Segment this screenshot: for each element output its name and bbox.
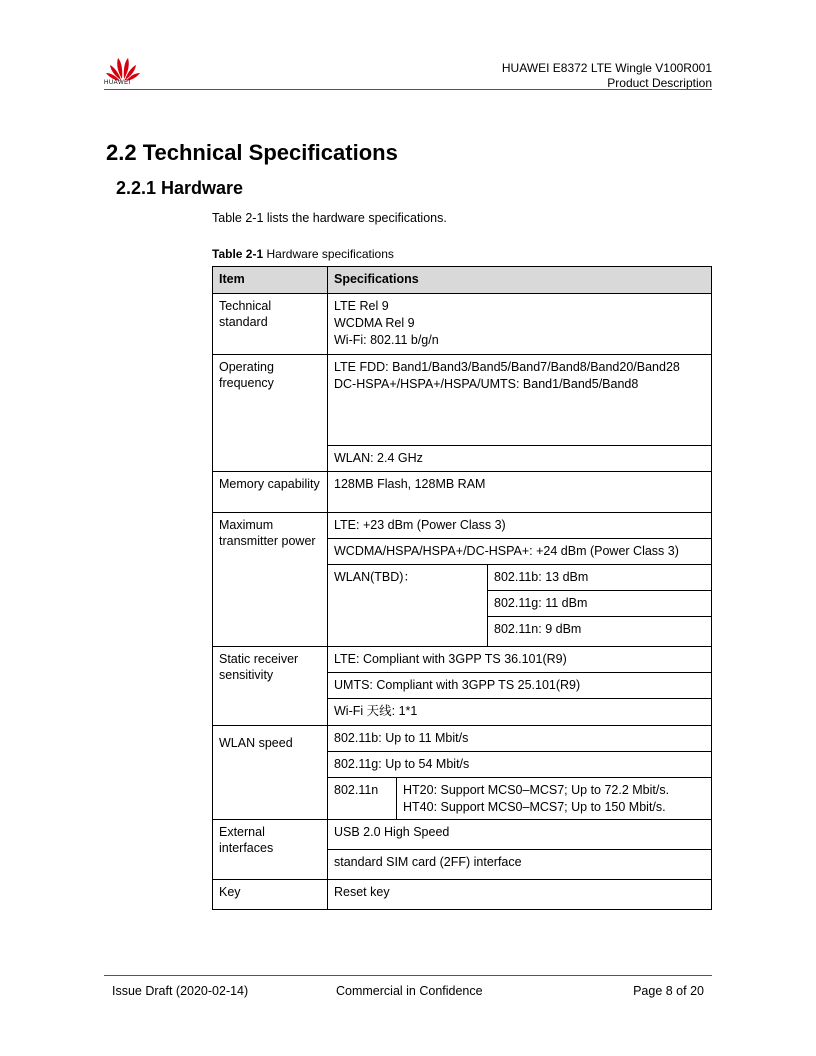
spec-line: HT20: Support MCS0–MCS7; Up to 72.2 Mbit/s.: [403, 783, 670, 797]
item-wlan-speed: WLAN speed: [213, 726, 328, 820]
spec-cell: [328, 294, 712, 355]
spec-cell: LTE: Compliant with 3GPP TS 36.101(R9): [328, 647, 712, 673]
table-row: [213, 647, 712, 673]
spec-line: HT40: Support MCS0–MCS7; Up to 150 Mbit/s.: [403, 800, 666, 814]
footer-issue: Issue Draft (2020-02-14): [112, 984, 249, 998]
table-row: [213, 513, 712, 539]
item-static-receiver-sensitivity: Static receiver sensitivity: [213, 647, 328, 726]
spec-cell: 802.11b: 13 dBm: [488, 565, 712, 591]
footer-confidentiality: Commercial in Confidence: [336, 984, 483, 998]
table-caption: [212, 247, 394, 261]
item-key: Key: [213, 880, 328, 910]
spec-line: Wi-Fi: 802.11 b/g/n: [334, 333, 439, 347]
header-item: Item: [213, 267, 328, 294]
spec-cell: 802.11g: Up to 54 Mbit/s: [328, 752, 712, 778]
logo-wordmark: HUAWEI: [104, 80, 131, 86]
table-row: [213, 820, 712, 850]
spec-line: LTE Rel 9: [334, 299, 389, 313]
table-row: [213, 880, 712, 910]
spec-cell: Reset key: [328, 880, 712, 910]
table-row: [213, 726, 712, 752]
table-row: [213, 355, 712, 446]
item-operating-frequency: Operating frequency: [213, 355, 328, 472]
table-row: [213, 294, 712, 355]
spec-cell: UMTS: Compliant with 3GPP TS 25.101(R9): [328, 673, 712, 699]
spec-cell: 802.11g: 11 dBm: [488, 591, 712, 617]
section-heading: 2.2 Technical Specifications: [106, 140, 398, 165]
spec-line: WCDMA Rel 9: [334, 316, 415, 330]
spec-cell: WCDMA/HSPA/HSPA+/DC-HSPA+: +24 dBm (Power Class 3): [328, 539, 712, 565]
spec-cell: LTE: +23 dBm (Power Class 3): [328, 513, 712, 539]
intro-text: Table 2-1 lists the hardware specifications.: [212, 211, 447, 225]
spec-line: LTE FDD: Band1/Band3/Band5/Band7/Band8/Band20/Band28: [334, 360, 680, 374]
item-technical-standard: Technical standard: [213, 294, 328, 355]
spec-cell: Wi-Fi 天线: 1*1: [328, 699, 712, 726]
spec-cell: USB 2.0 High Speed: [328, 820, 712, 850]
header-doc-type: Product Description: [607, 76, 712, 90]
subsection-heading: 2.2.1 Hardware: [116, 178, 244, 198]
table-header-row: [213, 267, 712, 294]
spec-line: DC-HSPA+/HSPA+/HSPA/UMTS: Band1/Band5/Band8: [334, 377, 639, 391]
spec-cell: [328, 778, 712, 820]
spec-cell: WLAN(TBD)：: [328, 565, 488, 647]
wlan-n-details: [397, 778, 675, 819]
spec-cell: [328, 355, 712, 446]
hardware-spec-table: [212, 266, 712, 910]
spec-cell: 802.11b: Up to 11 Mbit/s: [328, 726, 712, 752]
spec-cell: 128MB Flash, 128MB RAM: [328, 472, 712, 513]
table-row: [213, 472, 712, 513]
spec-cell: 802.11n: 9 dBm: [488, 617, 712, 647]
header-product-title: HUAWEI E8372 LTE Wingle V100R001: [501, 61, 712, 75]
header-specifications: Specifications: [328, 267, 712, 294]
header-divider: [104, 89, 712, 90]
item-external-interfaces: External interfaces: [213, 820, 328, 880]
item-max-transmitter-power: Maximum transmitter power: [213, 513, 328, 647]
spec-cell: standard SIM card (2FF) interface: [328, 850, 712, 880]
wlan-n-label: 802.11n: [328, 778, 397, 819]
item-memory-capability: Memory capability: [213, 472, 328, 513]
footer-page-number: Page 8 of 20: [633, 984, 704, 998]
table-caption-label: Table 2-1: [212, 247, 264, 261]
spec-cell: WLAN: 2.4 GHz: [328, 446, 712, 472]
footer-divider: [104, 975, 712, 976]
table-caption-text: Hardware specifications: [263, 247, 394, 261]
